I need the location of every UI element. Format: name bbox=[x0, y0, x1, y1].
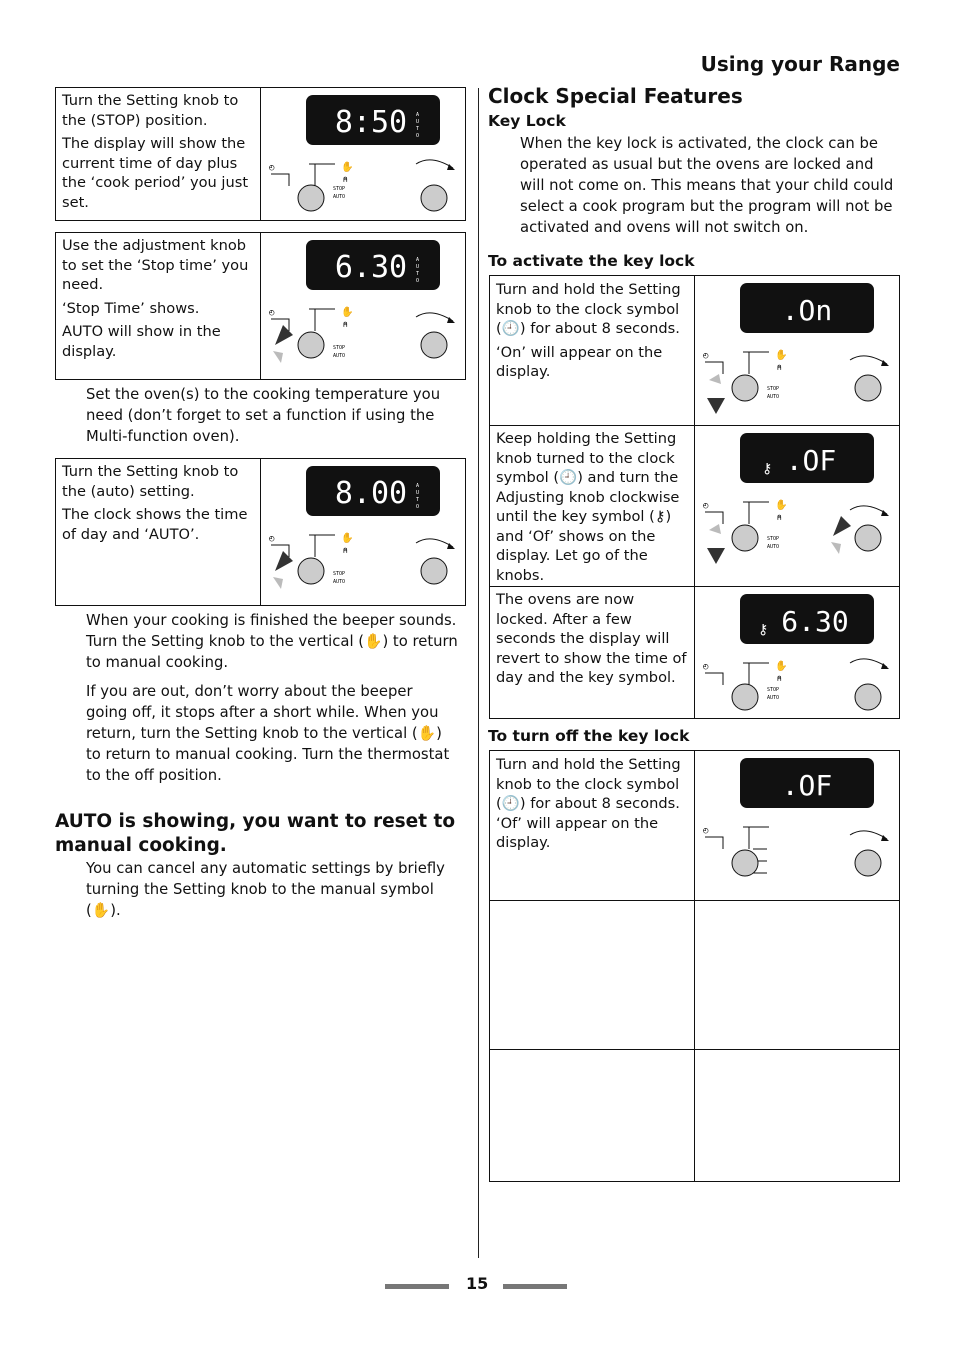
adjusting-knob bbox=[855, 525, 881, 551]
body-paragraph: You can cancel any automatic settings by briefly turning the Setting knob to the manual symbol (✋). bbox=[86, 860, 445, 919]
instruction-text: Turn and hold the Setting knob to the clock symbol (🕘) for about 8 seconds. ‘Of’ will appear on the display. bbox=[496, 756, 681, 851]
lcd-readout: 6.30 bbox=[334, 250, 408, 285]
svg-text:⍝: ⍝ bbox=[343, 546, 348, 555]
svg-text:O: O bbox=[416, 504, 420, 510]
svg-text:AUTO: AUTO bbox=[333, 194, 346, 200]
adjusting-knob bbox=[421, 185, 447, 211]
instruction-row-3 bbox=[55, 458, 466, 606]
page-header-title: Using your Range bbox=[700, 52, 900, 76]
column-divider bbox=[478, 88, 479, 1258]
svg-text:✋: ✋ bbox=[775, 350, 788, 361]
subheading: Key Lock bbox=[488, 112, 566, 130]
svg-text:✋: ✋ bbox=[341, 307, 354, 318]
svg-text:⍝: ⍝ bbox=[343, 320, 348, 329]
page-number: 15 bbox=[466, 1274, 489, 1293]
svg-text:AUTO: AUTO bbox=[767, 695, 780, 701]
svg-text:✋: ✋ bbox=[341, 162, 354, 173]
instruction-text: Use the adjustment knob to set the ‘Stop time’ you need. bbox=[62, 237, 249, 293]
svg-text:◴: ◴ bbox=[703, 662, 709, 672]
instruction-row-1 bbox=[55, 87, 466, 221]
key-symbol-icon: ⚷ bbox=[762, 461, 773, 477]
svg-text:⍝: ⍝ bbox=[777, 513, 782, 522]
footer-bar-right bbox=[503, 1284, 567, 1289]
lcd-readout: 8:50 bbox=[334, 105, 408, 140]
instruction-text: Turn the Setting knob to the (STOP) position. bbox=[62, 92, 239, 129]
footer-bar-left bbox=[385, 1284, 449, 1289]
svg-text:◴: ◴ bbox=[269, 534, 275, 544]
instruction-text: Turn and hold the Setting knob to the clock symbol (🕘) for about 8 seconds. bbox=[496, 281, 681, 337]
setting-knob bbox=[732, 525, 758, 551]
svg-text:AUTO: AUTO bbox=[767, 544, 780, 550]
setting-knob bbox=[732, 850, 758, 876]
adjusting-knob bbox=[855, 375, 881, 401]
svg-text:✋: ✋ bbox=[341, 533, 354, 544]
adjusting-knob bbox=[421, 558, 447, 584]
activate-key-lock-table bbox=[489, 275, 900, 719]
svg-text:T: T bbox=[416, 126, 420, 132]
instruction-text: Turn the Setting knob to the (auto) setting. bbox=[62, 463, 239, 500]
instruction-text: The display will show the current time of day plus the ‘cook period’ you just set. bbox=[62, 135, 249, 211]
svg-text:◴: ◴ bbox=[703, 501, 709, 511]
svg-text:⍝: ⍝ bbox=[777, 674, 782, 683]
lcd-readout: 8.00 bbox=[334, 476, 408, 511]
instruction-text: AUTO will show in the display. bbox=[62, 323, 221, 360]
lcd-readout: .OF bbox=[785, 444, 837, 477]
instruction-text: ‘Stop Time’ shows. bbox=[62, 299, 200, 317]
svg-text:STOP: STOP bbox=[333, 186, 346, 192]
svg-text:A: A bbox=[416, 112, 420, 118]
svg-text:✋: ✋ bbox=[775, 661, 788, 672]
lcd-readout: .OF bbox=[781, 769, 833, 802]
body-paragraph: Set the oven(s) to the cooking temperature you need (don’t forget to set a function if using the Multi-function oven). bbox=[86, 386, 441, 445]
svg-text:✋: ✋ bbox=[775, 500, 788, 511]
table-title: To turn off the key lock bbox=[488, 727, 690, 745]
clock-panel-illustration bbox=[695, 587, 899, 718]
svg-text:T: T bbox=[416, 271, 420, 277]
svg-text:A: A bbox=[416, 483, 420, 489]
lcd-readout: 6.30 bbox=[781, 605, 849, 638]
clock-panel-illustration bbox=[695, 276, 899, 425]
svg-text:AUTO: AUTO bbox=[333, 579, 346, 585]
svg-text:O: O bbox=[416, 278, 420, 284]
instruction-text: The ovens are now locked. After a few seconds the display will revert to show the time of day and the key symbol. bbox=[496, 591, 687, 686]
adjusting-knob bbox=[855, 850, 881, 876]
svg-text:◴: ◴ bbox=[703, 826, 709, 836]
instruction-text: Keep holding the Setting knob turned to the clock symbol (🕘) and turn the Adjusting knob clockwise until the key symbol (⚷) and ‘Of’ shows on the display. Let go of the knobs. bbox=[496, 430, 680, 584]
svg-text:AUTO: AUTO bbox=[767, 394, 780, 400]
clock-panel-illustration bbox=[261, 233, 465, 379]
clock-panel-illustration bbox=[261, 88, 465, 220]
svg-text:◴: ◴ bbox=[703, 351, 709, 361]
instruction-text: ‘On’ will appear on the display. bbox=[496, 343, 663, 380]
svg-text:STOP: STOP bbox=[767, 386, 780, 392]
adjusting-knob bbox=[855, 684, 881, 710]
body-paragraph: If you are out, don’t worry about the beeper going off, it stops after a short while. When you return, turn the Setting knob to the vertical (✋) to return to manual cooking. Turn the thermostat to the off position. bbox=[86, 683, 450, 784]
lcd-readout: .On bbox=[781, 294, 833, 327]
adjusting-knob bbox=[421, 332, 447, 358]
svg-text:T: T bbox=[416, 497, 420, 503]
svg-text:A: A bbox=[416, 257, 420, 263]
clock-panel-illustration bbox=[695, 426, 899, 586]
section-heading: AUTO is showing, you want to reset to manual cooking. bbox=[55, 811, 456, 856]
setting-knob bbox=[298, 332, 324, 358]
svg-text:⍝: ⍝ bbox=[777, 363, 782, 372]
key-symbol-icon: ⚷ bbox=[758, 622, 769, 638]
instruction-text: The clock shows the time of day and ‘AUTO’. bbox=[62, 506, 248, 543]
svg-text:AUTO: AUTO bbox=[333, 353, 346, 359]
svg-text:◴: ◴ bbox=[269, 163, 275, 173]
svg-text:STOP: STOP bbox=[767, 536, 780, 542]
body-paragraph: When your cooking is finished the beeper sounds. Turn the Setting knob to the vertical (✋) to return to manual cooking. bbox=[86, 612, 458, 671]
svg-text:◴: ◴ bbox=[269, 308, 275, 318]
table-title: To activate the key lock bbox=[488, 252, 695, 270]
svg-text:STOP: STOP bbox=[333, 571, 346, 577]
setting-knob bbox=[298, 185, 324, 211]
clock-panel-illustration bbox=[261, 459, 465, 605]
svg-text:STOP: STOP bbox=[767, 687, 780, 693]
svg-text:O: O bbox=[416, 133, 420, 139]
svg-text:U: U bbox=[416, 119, 420, 125]
section-heading: Clock Special Features bbox=[488, 84, 743, 108]
instruction-row-2 bbox=[55, 232, 466, 380]
svg-text:STOP: STOP bbox=[333, 345, 346, 351]
setting-knob bbox=[732, 375, 758, 401]
setting-knob bbox=[732, 684, 758, 710]
body-paragraph: When the key lock is activated, the clock can be operated as usual but the ovens are locked and will not come on. This means that your child could select a cook program but the program will not be activated and ovens will not switch on. bbox=[520, 135, 894, 236]
clock-panel-illustration bbox=[695, 751, 899, 900]
svg-text:⍝: ⍝ bbox=[343, 175, 348, 184]
setting-knob bbox=[298, 558, 324, 584]
turn-off-key-lock-table bbox=[489, 750, 900, 1182]
svg-text:U: U bbox=[416, 264, 420, 270]
svg-text:U: U bbox=[416, 490, 420, 496]
